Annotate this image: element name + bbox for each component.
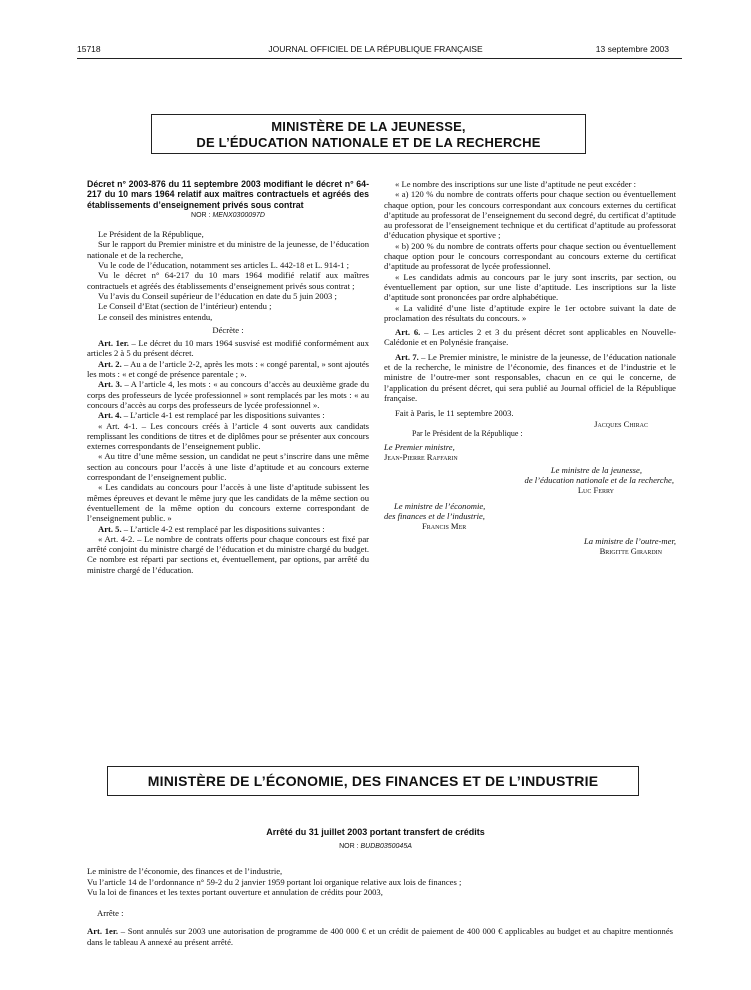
article-4-1-c: « Les candidats au concours pour l’accès à une liste d’aptitude subissent les mêmes épreuves et devant le même jury que les candidats de la même section ou éventuellement de la même option du concours externe correspondant de l’enseignement public. » [87, 482, 369, 524]
decree-title: Décret n° 2003-876 du 11 septembre 2003 modifiant le décret n° 64-217 du 10 mars 1964 relatif aux maîtres contractuels et agréés des établissements d’enseignement privés sous contrat [87, 179, 369, 210]
decree-right-column [384, 179, 676, 556]
preamble-line: Vu le code de l’éducation, notamment ses articles L. 442-18 et L. 914-1 ; [98, 260, 350, 271]
article-2: Art. 2. – Au a de l’article 2-2, après les mots : « congé parental, » sont ajoutés les mots : « et congé de présence parentale ; ». [87, 358, 369, 380]
article-1: Art. 1er. – Le décret du 10 mars 1964 susvisé est modifié conformément aux articles 2 à 5 du présent décret. [87, 338, 369, 359]
ministry-line-1: MINISTÈRE DE LA JEUNESSE, [271, 119, 466, 134]
article-5: Art. 5. – L’article 4-2 est remplacé par les dispositions suivantes : [98, 523, 325, 534]
preamble-line: Sur le rapport du Premier ministre et du ministre de la jeunesse, de l’éducation nationale et de la recherche, [87, 239, 369, 260]
article-4-2-d: « b) 200 % du nombre de contrats offerts pour chaque section ou éventuellement chaque option pour le concours correspondant au concours externe du certificat d’aptitude au professorat de lycée professionnel. [384, 240, 676, 272]
article-4-2-b: « Le nombre des inscriptions sur une liste d’aptitude ne peut excéder : [395, 179, 637, 189]
article-4-2-c: « a) 120 % du nombre de contrats offerts pour chaque section ou éventuellement chaque option, pour les concours correspondant aux concours externes du certificat d’aptitude au professorat de l’enseignement du second degré, du certificat d’aptitude au professorat de l’enseignement technique et du certificat d’aptitude au professorat d’éducation physique et sportive ; [384, 189, 676, 241]
arrete-article-1: Art. 1er. – Sont annulés sur 2003 une autorisation de programme de 400 000 € et un crédit de paiement de 400 000 € applicables au budget et au chapitre mentionnés dans le tableau A annexé au présent arrêté. [87, 926, 673, 947]
decree-nor: NOR : MENX0300097D [191, 211, 265, 219]
min-edu-name: Luc Ferry [577, 485, 614, 496]
arrete-line: Le ministre de l’économie, des finances et de l’industrie, [87, 866, 283, 876]
arrete-line: Vu l’article 14 de l’ordonnance n° 59-2 du 2 janvier 1959 portant loi organique relative aux lois de finances ; [87, 876, 462, 887]
min-eco-title-1: Le ministre de l’économie, [394, 500, 486, 511]
article-7: Art. 7. – Le Premier ministre, le ministre de la jeunesse, de l’éducation nationale et de la recherche, le ministre de l’économie, des finances et de l’industrie et le ministre de l’outre-mer sont responsables, chacun en ce qui le concerne, de l’application du présent décret, qui sera publié au Journal officiel de la République française. [384, 351, 676, 403]
article-4-1-b: « Au titre d’une même session, un candidat ne peut s’inscrire dans une même section au concours pour l’accès à une liste d’aptitude et au concours externe correspondant de l’enseignement public. [87, 451, 369, 483]
preamble-line: Le conseil des ministres entendu, [98, 311, 213, 322]
min-edu-title-2: de l’éducation nationale et de la recherche, [524, 475, 674, 486]
min-eco-title-2: des finances et de l’industrie, [384, 510, 485, 521]
article-4: Art. 4. – L’article 4-1 est remplacé par les dispositions suivantes : [98, 410, 325, 421]
article-4-2: « Art. 4-2. – Le nombre de contrats offerts pour chaque concours est fixé par arrêté conjoint du ministre chargé de l’éducation et du ministre chargé du budget. Ce nombre est réparti par sections et, éventuellement, par options, par arrêté du ministre chargé de l’éducation. [87, 533, 369, 575]
min-eco-name: Francis Mer [422, 521, 467, 532]
arrete-title: Arrêté du 31 juillet 2003 portant transfert de crédits [266, 827, 485, 837]
article-4-1: « Art. 4-1. – Les concours créés à l’article 4 sont ouverts aux candidats remplissant les conditions de titres et de diplômes pour se présenter aux concours externes correspondants de l’enseignement public. [87, 420, 369, 452]
arrete-line: Vu la loi de finances et les textes portant ouverture et annulation de crédits pour 2003, [87, 887, 383, 897]
arrete-word: Arrête : [97, 907, 124, 918]
min-edu-title-1: Le ministre de la jeunesse, [550, 464, 642, 475]
preamble-line: Le Président de la République, [98, 229, 204, 240]
par-le-president: Par le Président de la République : [412, 428, 523, 438]
ministry-heading-education [151, 114, 586, 154]
president-signature: Jacques Chirac [594, 418, 648, 429]
decree-left-column [87, 179, 369, 575]
header-rule [77, 58, 682, 59]
pm-title: Le Premier ministre, [384, 442, 455, 453]
arrete-nor: NOR : BUDB0350045A [339, 843, 412, 850]
preamble-line: Vu le décret n° 64-217 du 10 mars 1964 modifié relatif aux maîtres contractuels et agréés des établissements d’enseignement privés sous contrat ; [87, 270, 369, 291]
article-4-2-e: « Les candidats admis au concours par le jury sont inscrits, par section, ou éventuellement par option, sur une liste d’aptitude. Les inscriptions sur la liste d’aptitude sont prononcées par ordre alphabétique. [384, 271, 676, 303]
article-4-2-f: « La validité d’une liste d’aptitude expire le 1er octobre suivant la date de proclamation des résultats du concours. » [384, 302, 676, 323]
page-number: 15718 [77, 44, 101, 54]
pm-name: Jean-Pierre Raffarin [384, 452, 458, 463]
min-om-name: Brigitte Girardin [599, 545, 662, 556]
ministry-heading-economy: MINISTÈRE DE L’ÉCONOMIE, DES FINANCES ET DE L’INDUSTRIE [107, 766, 639, 796]
article-6: Art. 6. – Les articles 2 et 3 du présent décret sont applicables en Nouvelle-Calédonie et en Polynésie française. [384, 327, 676, 348]
min-om-title: La ministre de l’outre-mer, [584, 535, 676, 546]
done-at: Fait à Paris, le 11 septembre 2003. [395, 408, 514, 419]
article-3: Art. 3. – A l’article 4, les mots : « au concours d’accès au deuxième grade du corps des professeurs de lycée professionnel » sont remplacés par les mots : « au concours d’accès au corps des professeurs de lycée professionnel ». [87, 379, 369, 410]
preamble-line: Le Conseil d’Etat (section de l’intérieur) entendu ; [98, 301, 272, 312]
ministry-line-2: DE L’ÉDUCATION NATIONALE ET DE LA RECHERCHE [196, 135, 541, 150]
arrete-body [87, 866, 673, 947]
preamble-line: Vu l’avis du Conseil supérieur de l’éducation en date du 5 juin 2003 ; [98, 290, 337, 301]
issue-date: 13 septembre 2003 [595, 44, 669, 54]
arrete-nor-code: BUDB0350045A [360, 843, 412, 850]
decrete-word: Décrète : [212, 324, 244, 335]
decree-nor-code: MENX0300097D [212, 211, 265, 219]
journal-title: JOURNAL OFFICIEL DE LA RÉPUBLIQUE FRANÇAISE [268, 44, 483, 54]
